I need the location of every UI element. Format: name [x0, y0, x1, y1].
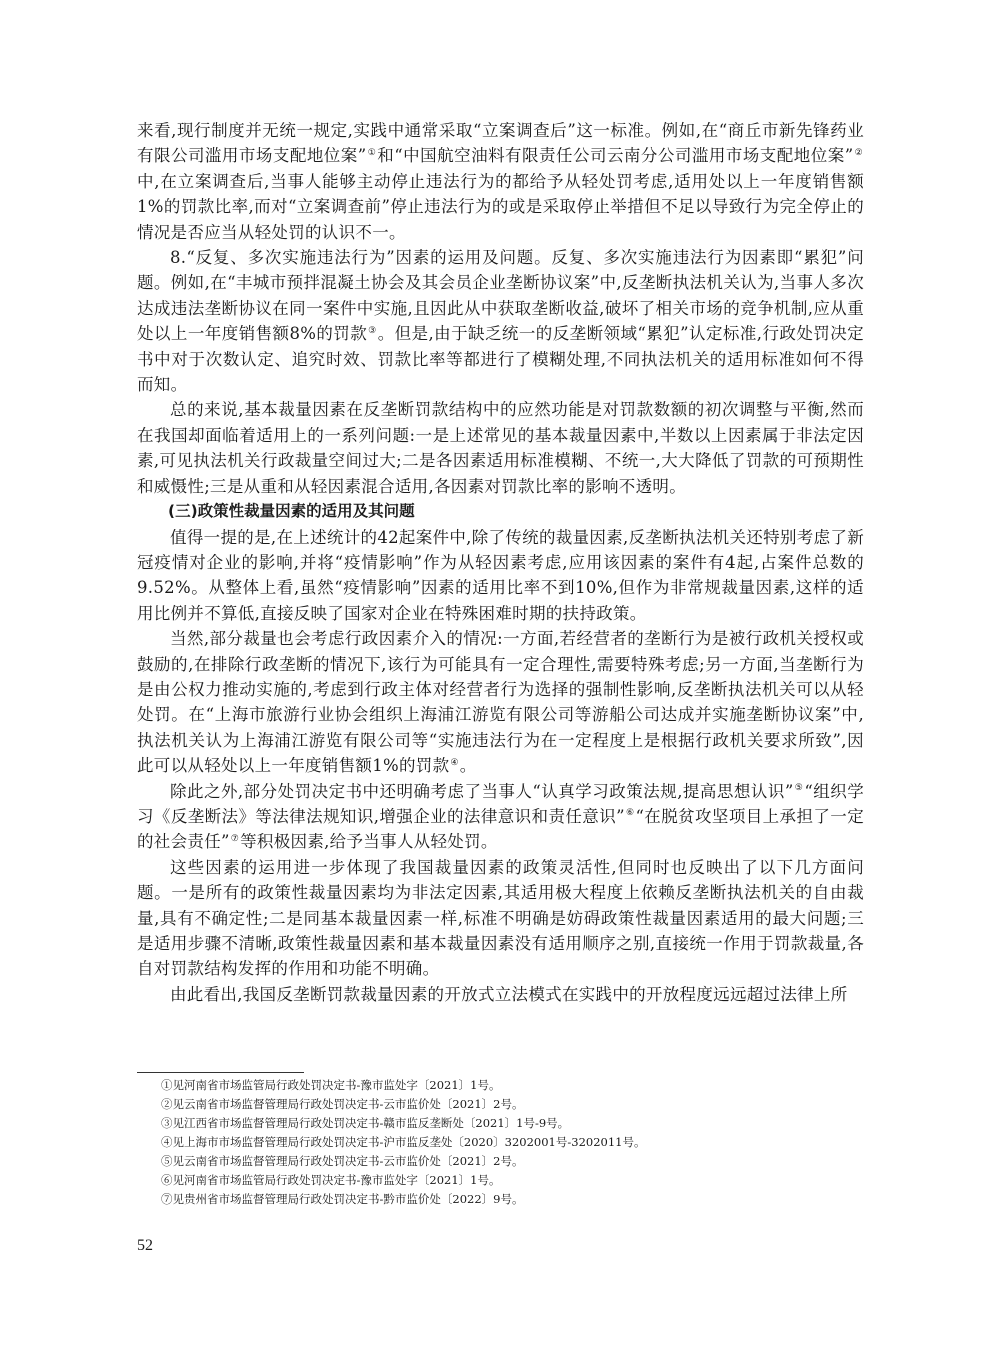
body-text [137, 118, 864, 1007]
paragraph [137, 245, 864, 397]
footnote-ref: ⑥ [625, 808, 635, 819]
text-run: 。但是,由于缺乏统一的反垄断领域“累犯”认定标准,行政处罚决定书中对于次数认定、追究时效、罚款比率等都进行了模糊处理,不同执法机关的适用标准如何不得而知。 [137, 324, 864, 395]
page-number: 52 [137, 1237, 153, 1254]
paragraph [137, 118, 864, 245]
paragraph [137, 397, 864, 499]
footnote: ⑥见河南省市场监管局行政处罚决定书-豫市监处字〔2021〕1号。 [161, 1173, 501, 1187]
text-run: 来看,现行制度并无统一规定,实践中通常采取“立案调查后”这一标准。例如,在“商丘市新先锋药业有限公司滥用市场支配地位案” [137, 121, 864, 166]
footnote-ref: ⑤ [794, 783, 804, 794]
footnote-ref: ③ [368, 325, 377, 336]
paragraph [137, 982, 864, 1007]
section-heading [137, 499, 864, 524]
text-run: 值得一提的是,在上述统计的42起案件中,除了传统的裁量因素,反垄断执法机关还特别考虑了新冠疫情对企业的影响,并将“疫情影响”作为从轻因素考虑,应用该因素的案件有4起,占案件总数的9.52%。从整体上看,虽然“疫情影响”因素的适用比率不到10%,但作为非常规裁量因素,这样的适用比例并不算低,直接反映了国家对企业在特殊困难时期的扶持政策。 [137, 527, 864, 623]
footnote: ③见江西省市场监督管理局行政处罚决定书-赣市监反垄断处〔2021〕1号-9号。 [161, 1116, 570, 1130]
paragraph [137, 779, 864, 855]
paragraph [137, 855, 864, 982]
text-run: “组织学习《反垄断法》等法律法规知识,增强企业的法律意识和责任意识” [137, 781, 865, 826]
text-run: 除此之外,部分处罚决定书中还明确考虑了当事人“认真学习政策法规,提高思想认识” [170, 781, 794, 801]
text-run: 等积极因素,给予当事人从轻处罚。 [240, 832, 498, 852]
footnote-ref: ② [854, 147, 863, 158]
footnote: ②见云南省市场监督管理局行政处罚决定书-云市监价处〔2021〕2号。 [161, 1097, 524, 1111]
footnote: ⑦见贵州省市场监督管理局行政处罚决定书-黔市监价处〔2022〕9号。 [161, 1192, 524, 1206]
footnote: ①见河南省市场监管局行政处罚决定书-豫市监处字〔2021〕1号。 [161, 1078, 501, 1092]
footnote-ref: ④ [450, 757, 459, 768]
text-run: 这些因素的运用进一步体现了我国裁量因素的政策灵活性,但同时也反映出了以下几方面问题。一是所有的政策性裁量因素均为非法定因素,其适用极大程度上依赖反垄断执法机关的自由裁量,具有不确定性;二是同基本裁量因素一样,标准不明确是妨碍政策性裁量因素适用的最大问题;三是适用步骤不清晰,政策性裁量因素和基本裁量因素没有适用顺序之别,直接统一作用于罚款裁量,各自对罚款结构发挥的作用和功能不明确。 [137, 857, 864, 979]
text-run: 总的来说,基本裁量因素在反垄断罚款结构中的应然功能是对罚款数额的初次调整与平衡,然而在我国却面临着适用上的一系列问题:一是上述常见的基本裁量因素中,半数以上因素属于非法定因素,可见执法机关行政裁量空间过大;二是各因素适用标准模糊、不统一,大大降低了罚款的可预期性和威慑性;三是从重和从轻因素混合适用,各因素对罚款比率的影响不透明。 [137, 400, 864, 496]
paragraph [137, 525, 864, 627]
footnote-ref: ⑦ [230, 833, 240, 844]
footnote-ref: ① [367, 147, 377, 158]
footnote: ④见上海市市场监督管理局行政处罚决定书-沪市监反垄处〔2020〕3202001号-3202011号。 [161, 1135, 646, 1149]
footnote-divider [137, 1072, 304, 1073]
text-run: 。 [459, 756, 477, 776]
text-run: 中,在立案调查后,当事人能够主动停止违法行为的都给予从轻处罚考虑,适用处以上一年度销售额1%的罚款比率,而对“立案调查前”停止违法行为的或是采取停止举措但不足以导致行为完全停止的情况是否应当从轻处罚的认识不一。 [137, 171, 864, 242]
text-run: “在脱贫攻坚项目上承担了一定的社会责任” [137, 806, 864, 852]
text-run: 由此看出,我国反垄断罚款裁量因素的开放式立法模式在实践中的开放程度远远超过法律上所 [170, 984, 848, 1004]
footnotes [161, 1076, 861, 1209]
text-run: 和“中国航空油料有限责任公司云南分公司滥用市场支配地位案” [377, 146, 854, 166]
paragraph [137, 626, 864, 778]
text-run: (三)政策性裁量因素的适用及其问题 [168, 502, 415, 521]
text-run: 8.“反复、多次实施违法行为”因素的运用及问题。反复、多次实施违法行为因素即“累犯”问题。例如,在“丰城市预拌混凝土协会及其会员企业垄断协议案”中,反垄断执法机关认为,当事人多次达成违法垄断协议在同一案件中实施,且因此从中获取垄断收益,破坏了相关市场的竞争机制,应从重处以上一年度销售额8%的罚款 [137, 248, 864, 344]
footnote: ⑤见云南省市场监督管理局行政处罚决定书-云市监价处〔2021〕2号。 [161, 1154, 524, 1168]
text-run: 当然,部分裁量也会考虑行政因素介入的情况:一方面,若经营者的垄断行为是被行政机关授权或鼓励的,在排除行政垄断的情况下,该行为可能具有一定合理性,需要特殊考虑;另一方面,当垄断行为是由公权力推动实施的,考虑到行政主体对经营者行为选择的强制性影响,反垄断执法机关可以从轻处罚。在“上海市旅游行业协会组织上海浦江游览有限公司等游船公司达成并实施垄断协议案”中,执法机关认为上海浦江游览有限公司等“实施违法行为在一定程度上是根据行政机关要求所致”,因此可以从轻处以上一年度销售额1%的罚款 [137, 629, 864, 776]
